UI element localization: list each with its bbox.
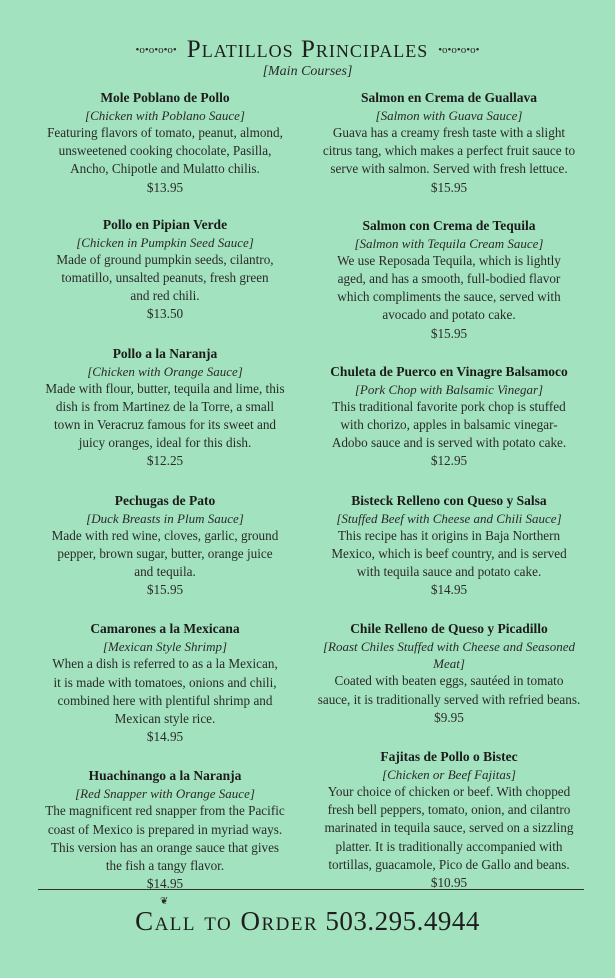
menu-item-description-line: and red chili. xyxy=(130,288,200,304)
menu-item-price: $15.95 xyxy=(146,582,184,598)
menu-item-price: $10.95 xyxy=(430,875,468,891)
menu-item-description-line: which compliments the sauce, served with xyxy=(337,289,561,305)
menu-item-description-line: platter. It is traditionally accompanied with xyxy=(335,838,563,854)
menu-item-translation: [Red Snapper with Orange Sauce] xyxy=(75,786,255,802)
menu-item-description-line: Featuring flavors of tomato, peanut, almond, xyxy=(47,125,283,140)
menu-item-name: Bisteck Relleno con Queso y Salsa xyxy=(351,492,547,508)
menu-item-description-line: Coated with beaten eggs, sautéed in tomato xyxy=(334,673,564,689)
menu-item-description-line: combined here with plentiful shrimp and xyxy=(57,692,273,708)
menu-item-description-line: avocado and potato cake. xyxy=(382,307,516,323)
call-label: Call to Order xyxy=(135,906,319,936)
menu-item-name: Pollo a la Naranja xyxy=(112,345,218,361)
footer-divider xyxy=(38,889,584,890)
menu-item-description-line: serve with salmon. Served with fresh lettuce. xyxy=(330,161,568,177)
menu-item-description-line: This recipe has it origins in Baja Northern xyxy=(337,527,561,543)
menu-item-description-line: Mexico, which is beef country, and is served xyxy=(331,545,567,561)
menu-item-description-line: Made with red wine, cloves, garlic, ground xyxy=(51,527,279,543)
menu-item-description-line: with tequila sauce and potato cake. xyxy=(356,564,542,580)
menu-item-description-line: Mexican style rice. xyxy=(114,711,216,727)
menu-item-description-line: and tequila. xyxy=(134,564,196,580)
menu-item-description-line: juicy oranges, ideal for this dish. xyxy=(78,435,252,451)
menu-item-description-line: Your choice of chicken or beef. With chopped xyxy=(327,784,571,800)
menu-item-description-line: citrus tang, which makes a perfect fruit sauce to xyxy=(322,143,576,159)
menu-item-description-line: This traditional favorite pork chop is stuffed xyxy=(332,398,566,414)
menu-item-description-line: it is made with tomatoes, onions and chili, xyxy=(53,674,277,690)
menu-item xyxy=(314,492,584,600)
menu-item-translation: [Pork Chop with Balsamic Vinegar] xyxy=(354,381,544,397)
menu-item-name: Pollo en Pipian Verde xyxy=(102,216,228,232)
menu-item-description-line: marinated in tequila sauce, served on a sizzling xyxy=(324,820,574,836)
menu-item-description-line: aged, and has a smooth, full-bodied flavor xyxy=(337,271,561,287)
menu-item xyxy=(30,620,300,746)
menu-item-translation: [Roast Chiles Stuffed with Cheese and Seasoned Meat] xyxy=(322,639,576,672)
menu-item-name: Fajitas de Pollo o Bistec xyxy=(380,749,518,765)
menu-item xyxy=(314,620,584,727)
menu-item-translation: [Chicken with Orange Sauce] xyxy=(87,363,243,379)
menu-item-description-line: tomatillo, unsalted peanuts, fresh green xyxy=(61,270,269,286)
menu-item-price: $12.25 xyxy=(146,453,184,469)
menu-item xyxy=(314,363,584,471)
menu-item-price: $12.95 xyxy=(430,453,468,469)
page-subtitle: [Main Courses] xyxy=(262,64,353,79)
menu-item xyxy=(314,217,584,343)
menu-item xyxy=(30,89,300,197)
menu-item-price: $9.95 xyxy=(434,709,464,725)
menu-item-description-line: When a dish is referred to as a la Mexican, xyxy=(52,656,278,672)
menu-item-name: Chuleta de Puerco en Vinagre Balsamoco xyxy=(330,363,568,379)
menu-item-name: Camarones a la Mexicana xyxy=(90,621,240,637)
menu-item-price: $14.95 xyxy=(430,582,468,598)
menu-item-description-line: the fish a tangy flavor. xyxy=(105,858,225,874)
menu-item-description-line: Made with flour, butter, tequila and lime, this xyxy=(45,380,285,396)
call-to-order xyxy=(0,906,615,937)
menu-item-translation: [Stuffed Beef with Cheese and Chili Sauce] xyxy=(336,510,562,526)
menu-item xyxy=(314,748,584,892)
menu-item-price: $13.95 xyxy=(146,179,184,195)
page-title: Platillos Principales xyxy=(186,36,429,63)
menu-item-name: Salmon con Crema de Tequila xyxy=(362,217,536,233)
menu-item-translation: [Chicken in Pumpkin Seed Sauce] xyxy=(76,234,254,250)
menu-item xyxy=(30,767,300,893)
menu-item-description-line: fresh bell peppers, tomato, onion, and cilantro xyxy=(327,802,571,818)
menu-item-description-line: pepper, brown sugar, butter, orange juice xyxy=(57,545,273,561)
menu-item-description-line: Adobo sauce and is served with potato cake. xyxy=(331,435,567,451)
menu-item xyxy=(314,89,584,197)
menu-item-name: Pechugas de Pato xyxy=(114,492,216,508)
menu-item-description-line: dish is from Martinez de la Torre, a small xyxy=(55,398,275,414)
menu-item-translation: [Salmon with Guava Sauce] xyxy=(375,108,523,123)
menu-header xyxy=(0,36,615,64)
menu-item-translation: [Mexican Style Shrimp] xyxy=(102,639,228,655)
menu-item-description-line: sauce, it is traditionally served with refried beans. xyxy=(317,691,581,707)
menu-item xyxy=(30,492,300,600)
menu-item-description-line: with chorizo, apples in balsamic vinegar- xyxy=(340,417,558,433)
menu-item-price: $14.95 xyxy=(146,876,184,892)
menu-item-description-line: The magnificent red snapper from the Pacific xyxy=(45,803,285,819)
menu-item-translation: [Chicken with Poblano Sauce] xyxy=(85,108,245,123)
menu-item-name: Salmon en Crema de Guallava xyxy=(360,90,537,105)
menu-item-price: $13.50 xyxy=(146,306,184,322)
menu-item-name: Mole Poblano de Pollo xyxy=(100,90,230,105)
menu-item-description-line: Guava has a creamy fresh taste with a slight xyxy=(332,125,566,140)
left-column xyxy=(30,89,300,893)
menu-item-price: $15.95 xyxy=(430,179,468,195)
menu-item-name: Chile Relleno de Queso y Picadillo xyxy=(350,621,548,637)
leaf-icon: ❦ xyxy=(160,896,169,907)
ornament-left: •o•o•o•o• xyxy=(135,44,177,56)
menu-item-description-line: We use Reposada Tequila, which is lightly xyxy=(337,252,561,268)
menu-item-translation: [Chicken or Beef Fajitas] xyxy=(382,767,516,783)
phone-number: 503.295.4944 xyxy=(325,906,480,936)
menu-item-description-line: unsweetened cooking chocolate, Pasilla, xyxy=(58,143,272,159)
menu-item xyxy=(30,345,300,471)
right-column xyxy=(314,89,584,892)
menu-item-name: Huachinango a la Naranja xyxy=(88,768,242,784)
menu-item-price: $15.95 xyxy=(430,325,468,341)
menu-item-description-line: This version has an orange sauce that gives xyxy=(50,839,280,855)
menu-item xyxy=(30,216,300,324)
menu-item-translation: [Salmon with Tequila Cream Sauce] xyxy=(354,235,544,251)
menu-item-price: $14.95 xyxy=(146,729,184,745)
menu-item-description-line: Ancho, Chipotle and Mulatto chilis. xyxy=(70,161,260,177)
menu-item-description-line: town in Veracruz famous for its sweet and xyxy=(53,417,277,433)
menu-item-description-line: tortillas, guacamole, Pico de Gallo and beans. xyxy=(328,856,570,872)
menu-item-description-line: coast of Mexico is prepared in myriad ways. xyxy=(47,821,283,837)
ornament-right: •o•o•o•o• xyxy=(438,44,480,56)
menu-item-translation: [Duck Breasts in Plum Sauce] xyxy=(86,510,244,526)
menu-item-description-line: Made of ground pumpkin seeds, cilantro, xyxy=(56,251,274,267)
